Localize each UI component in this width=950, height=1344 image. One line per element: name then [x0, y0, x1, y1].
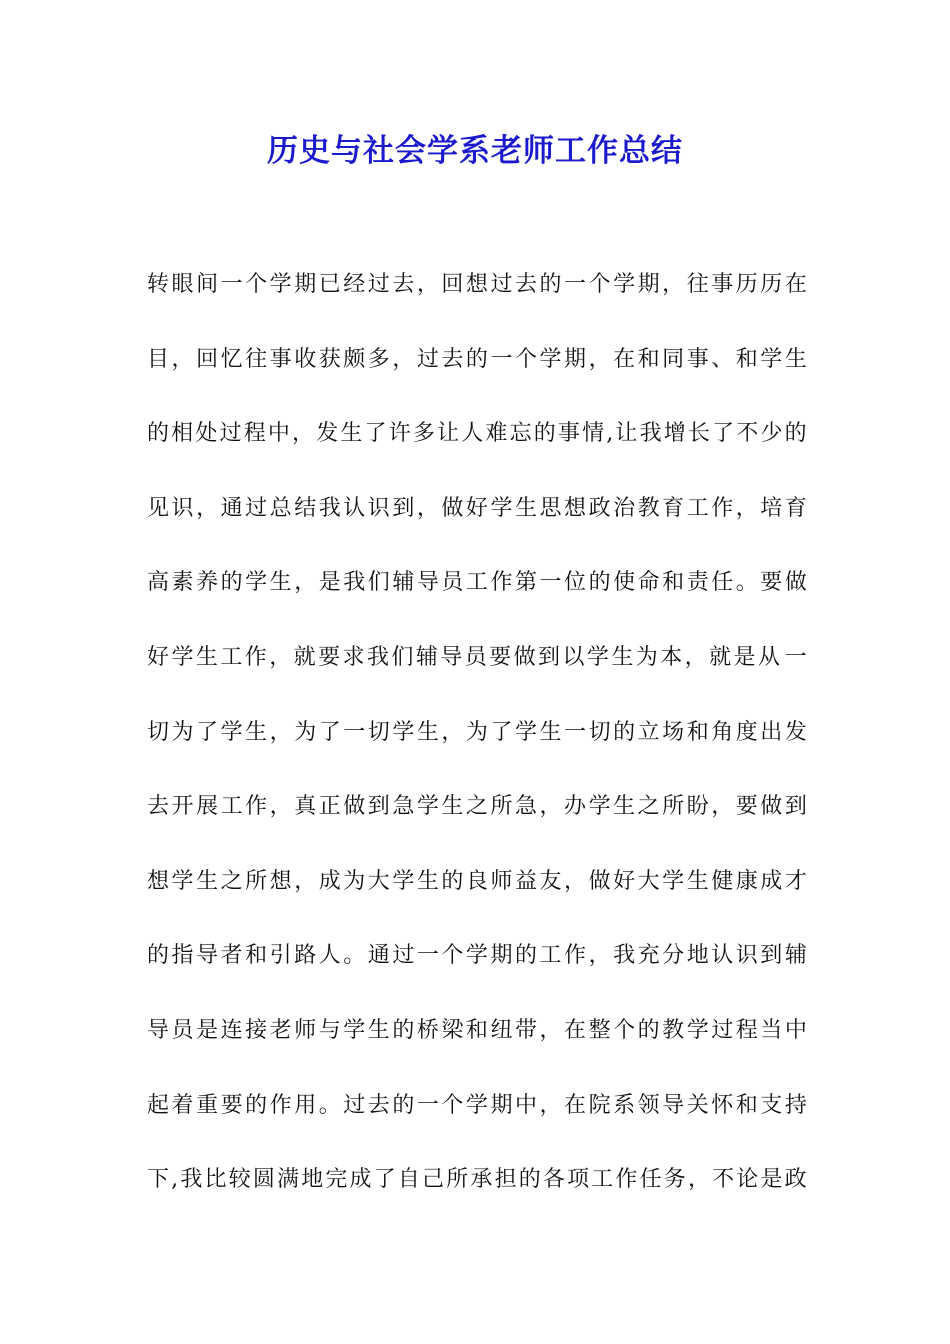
body-line: 切 为 了 学 生 ， 为 了 一 切 学 生 ， 为 了 学 生 一 切 的 立 场 和 角 度 出 发	[147, 719, 807, 745]
body-line: 导 员 是 连 接 老 师 与 学 生 的 桥 梁 和 纽 带 ， 在 整 个 的 教 学 过 程 当 中	[147, 1017, 807, 1043]
body-line: 的 指 导 者 和 引 路 人 。 通 过 一 个 学 期 的 工 作 ， 我 充 分 地 认 识 到 辅	[147, 943, 807, 969]
body-line: 起 着 重 要 的 作 用 。 过 去 的 一 个 学 期 中 ， 在 院 系 领 导 关 怀 和 支 持	[147, 1092, 807, 1118]
document-title: 历史与社会学系老师工作总结	[267, 133, 683, 169]
body-line: 下 , 我 比 较 圆 满 地 完 成 了 自 己 所 承 担 的 各 项 工 作 任 务 ， 不 论 是 政	[147, 1167, 807, 1193]
document-body	[147, 262, 807, 1232]
body-line: 高 素 养 的 学 生 ， 是 我 们 辅 导 员 工 作 第 一 位 的 使 命 和 责 任 。 要 做	[147, 570, 807, 596]
body-line: 见 识 ， 通 过 总 结 我 认 识 到 ， 做 好 学 生 思 想 政 治 教 育 工 作 ， 培 育	[147, 495, 807, 521]
body-line: 去 开 展 工 作 ， 真 正 做 到 急 学 生 之 所 急 ， 办 学 生 之 所 盼 ， 要 做 到	[147, 794, 807, 820]
body-line: 转 眼 间 一 个 学 期 已 经 过 去 ， 回 想 过 去 的 一 个 学 期 ， 往 事 历 历 在	[147, 272, 807, 297]
body-line: 的 相 处 过 程 中 ， 发 生 了 许 多 让 人 难 忘 的 事 情 , 让 我 增 长 了 不 少 的	[147, 421, 807, 447]
body-line: 想 学 生 之 所 想 ， 成 为 大 学 生 的 良 师 益 友 ， 做 好 大 学 生 健 康 成 才	[147, 868, 807, 894]
body-line: 好 学 生 工 作 ， 就 要 求 我 们 辅 导 员 要 做 到 以 学 生 为 本 ， 就 是 从 一	[147, 644, 807, 670]
body-line: 目 ， 回 忆 往 事 收 获 颇 多 ， 过 去 的 一 个 学 期 ， 在 和 同 事 、 和 学 生	[147, 346, 807, 372]
